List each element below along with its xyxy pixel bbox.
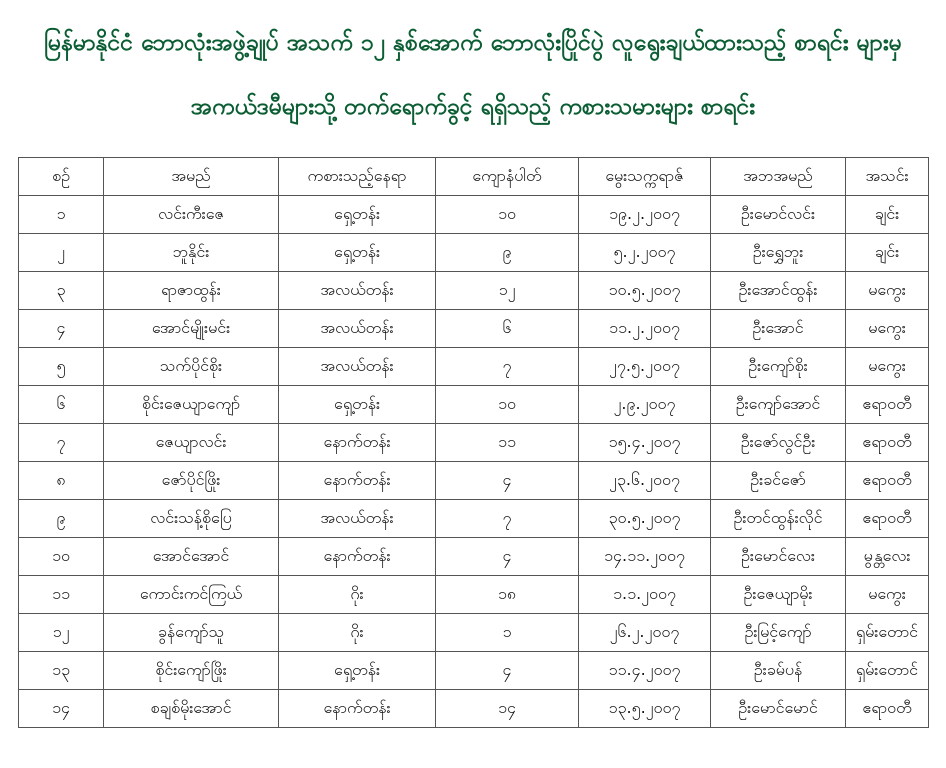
table-row <box>19 576 929 614</box>
header-col-position: ကစားသည့်နေရာ <box>279 158 436 196</box>
cell-col-team: ရှမ်းတောင် <box>846 652 929 690</box>
table-row <box>19 196 929 234</box>
cell-col-father-name: ဦးမြင့်ကျော် <box>711 614 846 652</box>
cell-col-name: စချစ်မိုးအောင် <box>104 690 279 728</box>
table-row <box>19 348 929 386</box>
cell-col-name: ဇေယျာလင်း <box>104 424 279 462</box>
table-header-row <box>19 158 929 196</box>
cell-col-name: ဇော်ပိုင်ဖြိုး <box>104 462 279 500</box>
header-col-jersey: ကျောနံပါတ် <box>436 158 579 196</box>
cell-col-team: မကွေး <box>846 348 929 386</box>
cell-col-name: အောင်အောင် <box>104 538 279 576</box>
cell-col-serial: ၁၀ <box>19 538 104 576</box>
cell-col-father-name: ဦးကျော်စိုး <box>711 348 846 386</box>
cell-col-position: ဂိုး <box>279 576 436 614</box>
cell-col-name: အောင်မျိုးမင်း <box>104 310 279 348</box>
cell-col-birthdate: ၁၃.၅.၂၀၀၇ <box>579 690 711 728</box>
cell-col-father-name: ဦးမောင်မောင် <box>711 690 846 728</box>
cell-col-father-name: ဦးခင်ဇော် <box>711 462 846 500</box>
cell-col-birthdate: ၅.၂.၂၀၀၇ <box>579 234 711 272</box>
cell-col-jersey: ၁၀ <box>436 196 579 234</box>
cell-col-serial: ၇ <box>19 424 104 462</box>
table-body <box>19 196 929 728</box>
cell-col-father-name: ဦးဇေယျာမိုး <box>711 576 846 614</box>
header-col-father-name: အဘအမည် <box>711 158 846 196</box>
cell-col-serial: ၅ <box>19 348 104 386</box>
cell-col-name: စိုင်းကျော်ဖြိုး <box>104 652 279 690</box>
cell-col-team: ချင်း <box>846 234 929 272</box>
table-row <box>19 538 929 576</box>
cell-col-position: နောက်တန်း <box>279 538 436 576</box>
cell-col-serial: ၂ <box>19 234 104 272</box>
cell-col-birthdate: ၃၀.၅.၂၀၀၇ <box>579 500 711 538</box>
header-col-birthdate: မွေးသက္ကရာဇ် <box>579 158 711 196</box>
cell-col-jersey: ၉ <box>436 234 579 272</box>
table-row <box>19 500 929 538</box>
cell-col-team: ဧရာဝတီ <box>846 690 929 728</box>
document-title: မြန်မာနိုင်ငံ ဘောလုံးအဖွဲ့ချုပ် အသက် ၁၂ နှစ်အောက် ဘောလုံးပြိုင်ပွဲ လူရွေးချယ်ထားသည့် စာရင်း များမှ <box>44 30 902 56</box>
cell-col-name: ခွန်ကျော်သူ <box>104 614 279 652</box>
table-row <box>19 272 929 310</box>
cell-col-position: နောက်တန်း <box>279 690 436 728</box>
cell-col-team: ဧရာဝတီ <box>846 462 929 500</box>
cell-col-serial: ၉ <box>19 500 104 538</box>
cell-col-birthdate: ၁၀.၅.၂၀၀၇ <box>579 272 711 310</box>
cell-col-serial: ၈ <box>19 462 104 500</box>
cell-col-name: ဘူနိုင်း <box>104 234 279 272</box>
cell-col-name: သက်ပိုင်စိုး <box>104 348 279 386</box>
cell-col-serial: ၃ <box>19 272 104 310</box>
cell-col-team: မွန္တလေး <box>846 538 929 576</box>
table-row <box>19 424 929 462</box>
cell-col-position: အလယ်တန်း <box>279 500 436 538</box>
cell-col-serial: ၄ <box>19 310 104 348</box>
cell-col-serial: ၁၃ <box>19 652 104 690</box>
cell-col-father-name: ဦးအောင်ထွန်း <box>711 272 846 310</box>
table-row <box>19 310 929 348</box>
cell-col-name: လင်းကီးဇေ <box>104 196 279 234</box>
cell-col-father-name: ဦးဇော်လွင်ဦး <box>711 424 846 462</box>
cell-col-jersey: ၄ <box>436 462 579 500</box>
cell-col-position: ဂိုး <box>279 614 436 652</box>
cell-col-birthdate: ၁၄.၁၁.၂၀၀၇ <box>579 538 711 576</box>
table-row <box>19 652 929 690</box>
cell-col-name: လင်းသန့်စိုပြေ <box>104 500 279 538</box>
cell-col-team: ရှမ်းတောင် <box>846 614 929 652</box>
table-row <box>19 614 929 652</box>
cell-col-birthdate: ၁.၁.၂၀၀၇ <box>579 576 711 614</box>
header-col-team: အသင်း <box>846 158 929 196</box>
cell-col-birthdate: ၂၇.၅.၂၀၀၇ <box>579 348 711 386</box>
cell-col-position: ရှေ့တန်း <box>279 196 436 234</box>
cell-col-jersey: ၁ <box>436 614 579 652</box>
cell-col-position: အလယ်တန်း <box>279 348 436 386</box>
header-col-serial: စဉ် <box>19 158 104 196</box>
cell-col-name: စိုင်းဇေယျာကျော် <box>104 386 279 424</box>
cell-col-team: မကွေး <box>846 310 929 348</box>
header-col-name: အမည် <box>104 158 279 196</box>
table-row <box>19 234 929 272</box>
cell-col-jersey: ၁၀ <box>436 386 579 424</box>
cell-col-father-name: ဦးခမ်ပန် <box>711 652 846 690</box>
cell-col-jersey: ၆ <box>436 310 579 348</box>
cell-col-jersey: ၁၂ <box>436 272 579 310</box>
cell-col-team: မကွေး <box>846 576 929 614</box>
cell-col-jersey: ၁၈ <box>436 576 579 614</box>
cell-col-jersey: ၇ <box>436 500 579 538</box>
cell-col-father-name: ဦးမောင်လင်း <box>711 196 846 234</box>
cell-col-father-name: ဦးရွှေဘူး <box>711 234 846 272</box>
cell-col-position: နောက်တန်း <box>279 424 436 462</box>
table-row <box>19 386 929 424</box>
cell-col-father-name: ဦးမောင်လေး <box>711 538 846 576</box>
cell-col-father-name: ဦးတင်ထွန်းလိုင် <box>711 500 846 538</box>
cell-col-birthdate: ၂.၉.၂၀၀၇ <box>579 386 711 424</box>
cell-col-position: အလယ်တန်း <box>279 272 436 310</box>
cell-col-birthdate: ၁၁.၂.၂၀၀၇ <box>579 310 711 348</box>
cell-col-birthdate: ၂၃.၆.၂၀၀၇ <box>579 462 711 500</box>
document-subtitle: အကယ်ဒမီများသို့ တက်ရောက်ခွင့် ရရှိသည့် ကစားသမားများ စာရင်း <box>190 94 756 120</box>
player-roster-table <box>18 157 929 728</box>
cell-col-name: ကောင်းကင်ကြယ် <box>104 576 279 614</box>
table-row <box>19 690 929 728</box>
cell-col-serial: ၁ <box>19 196 104 234</box>
cell-col-team: မကွေး <box>846 272 929 310</box>
cell-col-father-name: ဦးကျော်အောင် <box>711 386 846 424</box>
cell-col-birthdate: ၁၁.၄.၂၀၀၇ <box>579 652 711 690</box>
cell-col-serial: ၁၁ <box>19 576 104 614</box>
cell-col-team: ဧရာဝတီ <box>846 424 929 462</box>
cell-col-jersey: ၁၁ <box>436 424 579 462</box>
cell-col-birthdate: ၁၅.၄.၂၀၀၇ <box>579 424 711 462</box>
cell-col-name: ရာဇာထွန်း <box>104 272 279 310</box>
cell-col-serial: ၆ <box>19 386 104 424</box>
cell-col-serial: ၁၂ <box>19 614 104 652</box>
cell-col-jersey: ၁၄ <box>436 690 579 728</box>
cell-col-position: အလယ်တန်း <box>279 310 436 348</box>
cell-col-serial: ၁၄ <box>19 690 104 728</box>
cell-col-team: ဧရာဝတီ <box>846 386 929 424</box>
cell-col-birthdate: ၁၉.၂.၂၀၀၇ <box>579 196 711 234</box>
cell-col-birthdate: ၂၆.၂.၂၀၀၇ <box>579 614 711 652</box>
cell-col-jersey: ၇ <box>436 348 579 386</box>
cell-col-jersey: ၄ <box>436 652 579 690</box>
cell-col-jersey: ၄ <box>436 538 579 576</box>
cell-col-position: ရှေ့တန်း <box>279 652 436 690</box>
cell-col-position: ရှေ့တန်း <box>279 386 436 424</box>
table-row <box>19 462 929 500</box>
cell-col-position: ရှေ့တန်း <box>279 234 436 272</box>
cell-col-team: ဧရာဝတီ <box>846 500 929 538</box>
cell-col-father-name: ဦးအောင် <box>711 310 846 348</box>
cell-col-team: ချင်း <box>846 196 929 234</box>
cell-col-position: နောက်တန်း <box>279 462 436 500</box>
